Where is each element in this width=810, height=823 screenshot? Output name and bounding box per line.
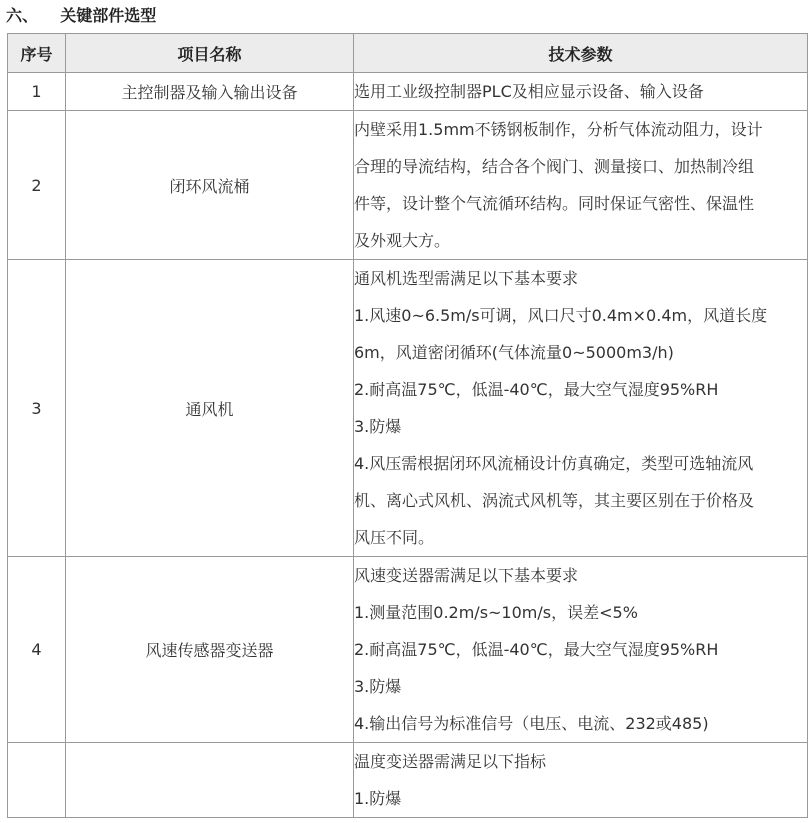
param-line: 6m，风道密闭循环(气体流量0~5000m3/h) [354,343,674,362]
row-index: 1 [8,73,66,111]
row-index: 3 [8,260,66,557]
param-line: 风速变送器需满足以下基本要求 [354,566,579,585]
param-line: 1.风速0~6.5m/s可调，风口尺寸0.4m×0.4m，风道长度 [354,306,768,325]
table-row [8,557,808,743]
table-row [8,743,808,818]
param-line: 温度变送器需满足以下指标 [354,752,547,771]
row-tech-params [354,743,808,818]
row-item-name: 风速传感器变送器 [66,557,354,743]
param-line: 1.防爆 [354,789,402,808]
param-line: 4.输出信号为标准信号（电压、电流、232或485) [354,714,709,733]
table-row [8,111,808,260]
param-line: 通风机选型需满足以下基本要求 [354,269,579,288]
row-item-name: 主控制器及输入输出设备 [66,73,354,111]
component-spec-table [7,33,808,818]
param-line: 内壁采用1.5mm不锈钢板制作，分析气体流动阻力，设计 [354,120,763,139]
row-tech-params [354,111,808,260]
param-line: 2.耐高温75℃，低温-40℃，最大空气湿度95%RH [354,380,719,399]
row-tech-params [354,557,808,743]
row-tech-params [354,260,808,557]
row-index [8,743,66,818]
section-title: 六、 关键部件选型 [6,6,157,25]
table-row [8,73,808,111]
param-line: 2.耐高温75℃，低温-40℃，最大空气湿度95%RH [354,640,719,659]
table-header-row [8,34,808,73]
table-body [8,73,808,818]
param-line: 4.风压需根据闭环风流桶设计仿真确定，类型可选轴流风 [354,454,754,473]
row-item-name: 通风机 [66,260,354,557]
row-tech-params [354,73,808,111]
row-index: 4 [8,557,66,743]
row-item-name [66,743,354,818]
param-line: 1.测量范围0.2m/s~10m/s，误差<5% [354,603,638,622]
param-line: 3.防爆 [354,677,402,696]
param-line: 合理的导流结构，结合各个阀门、测量接口、加热制冷组 [354,157,755,176]
param-line: 3.防爆 [354,417,402,436]
table-row [8,260,808,557]
param-line: 风压不同。 [354,528,435,547]
param-line: 及外观大方。 [354,231,451,250]
param-line: 件等，设计整个气流循环结构。同时保证气密性、保温性 [354,194,755,213]
header-index: 序号 [8,34,66,73]
row-index: 2 [8,111,66,260]
param-line: 选用工业级控制器PLC及相应显示设备、输入设备 [354,82,704,101]
header-params: 技术参数 [354,34,808,73]
row-item-name: 闭环风流桶 [66,111,354,260]
header-name: 项目名称 [66,34,354,73]
param-line: 机、离心式风机、涡流式风机等，其主要区别在于价格及 [354,491,755,510]
